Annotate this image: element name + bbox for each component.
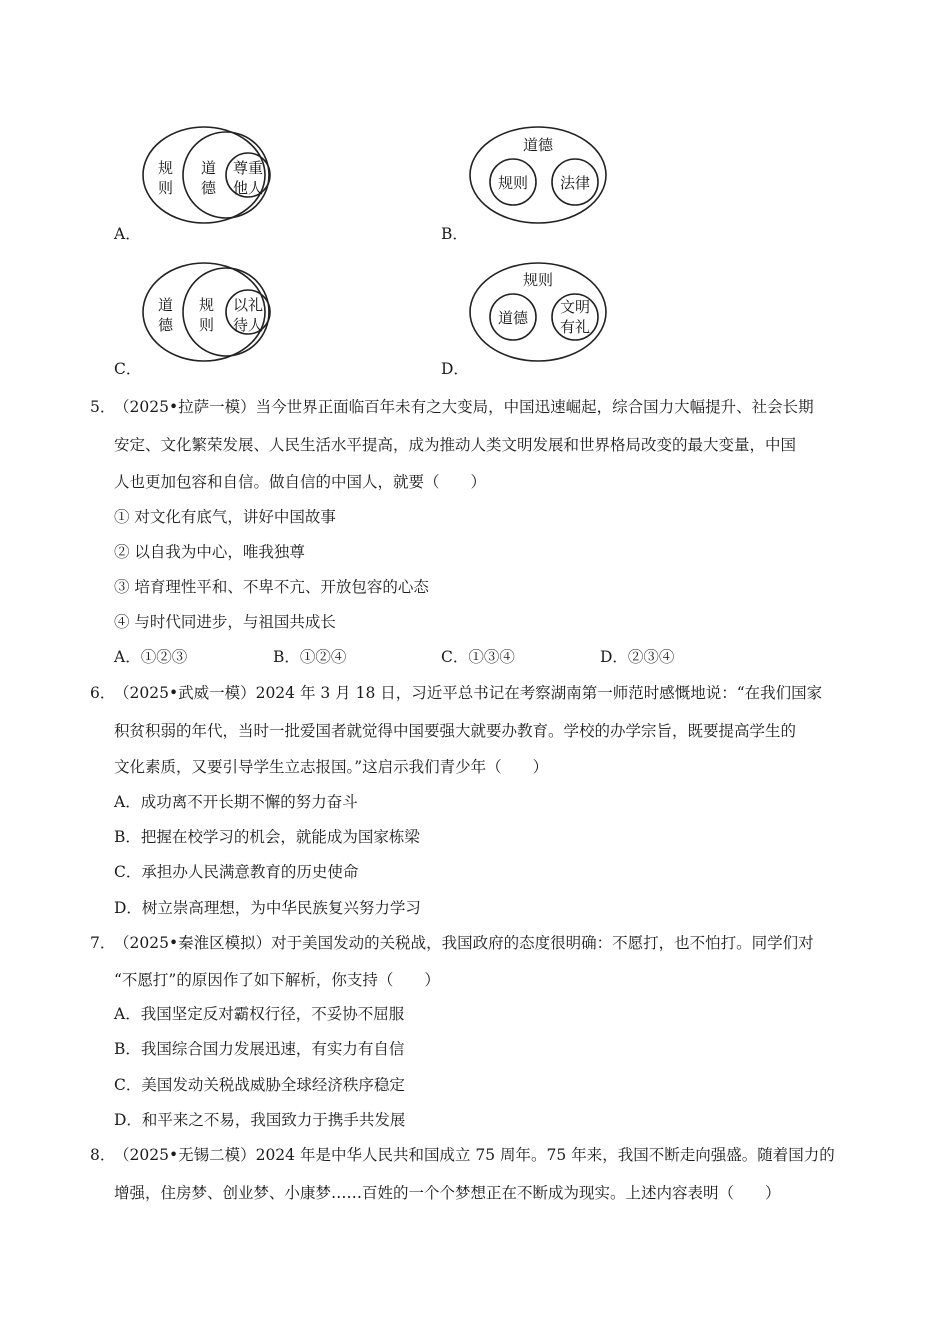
question-8-number: 8． xyxy=(90,1146,116,1164)
figure-c-inner-label-1: 以礼 xyxy=(233,296,264,314)
question-6-number: 6． xyxy=(90,684,116,702)
question-5-item-1: ① 对文化有底气，讲好中国故事 xyxy=(114,508,336,526)
figure-b-diagram xyxy=(466,123,611,228)
figure-c-label: C． xyxy=(114,360,142,378)
question-7-option-d: D．和平来之不易，我国致力于携手共发展 xyxy=(114,1111,406,1129)
figure-a-inner-label-1: 尊重 xyxy=(233,159,264,177)
question-6-option-d: D．树立崇高理想，为中华民族复兴努力学习 xyxy=(114,899,421,917)
figure-c-outer-label-2: 德 xyxy=(158,316,174,334)
figure-a-diagram xyxy=(140,123,275,228)
figure-a-inner-label-2: 他人 xyxy=(233,179,264,197)
question-5-line-2: 安定、文化繁荣发展、人民生活水平提高，成为推动人类文明发展和世界格局改变的最大变量，中国 xyxy=(114,436,797,454)
question-5-option-d: D．②③④ xyxy=(600,648,675,666)
figure-c-middle-label-2: 则 xyxy=(199,316,215,334)
question-7-line-2: “不愿打”的原因作了如下解析，你支持（ ） xyxy=(114,971,440,989)
figure-c-middle-label-1: 规 xyxy=(199,296,215,314)
figure-d-right-label-2: 有礼 xyxy=(560,318,591,336)
figure-a-label: A． xyxy=(114,225,141,243)
figure-d-right-label-1: 文明 xyxy=(560,298,591,316)
question-6-line-2: 积贫积弱的年代，当时一批爱国者就觉得中国要强大就要办教育。学校的办学宗旨，既要提高学生的 xyxy=(114,722,797,740)
question-6-line-1: （2025•武威一模）2024 年 3 月 18 日，习近平总书记在考察湖南第一师范时感慨地说：“在我们国家 xyxy=(114,684,823,702)
figure-b-right-label: 法律 xyxy=(560,174,591,192)
question-5-option-c: C．①③④ xyxy=(441,648,515,666)
figure-d-outer-label: 规则 xyxy=(523,271,554,289)
figure-b-label: B． xyxy=(441,225,468,243)
question-5-item-4: ④ 与时代同进步，与祖国共成长 xyxy=(114,613,336,631)
question-6-option-a: A．成功离不开长期不懈的努力奋斗 xyxy=(114,793,358,811)
figure-b-outer-label: 道德 xyxy=(523,136,554,154)
figure-c-outer-label-1: 道 xyxy=(158,296,174,314)
question-5-option-a: A．①②③ xyxy=(114,648,188,666)
question-7-line-1: （2025•秦淮区模拟）对于美国发动的关税战，我国政府的态度很明确：不愿打，也不怕打。同学们对 xyxy=(114,934,814,952)
question-6-option-b: B．把握在校学习的机会，就能成为国家栋梁 xyxy=(114,828,420,846)
figure-d-left-label: 道德 xyxy=(498,309,529,327)
question-6-line-3: 文化素质，又要引导学生立志报国。”这启示我们青少年（ ） xyxy=(114,758,549,776)
figure-d-diagram xyxy=(466,258,611,366)
question-5-line-3: 人也更加包容和自信。做自信的中国人，就要（ ） xyxy=(114,473,487,491)
question-7-option-c: C．美国发动关税战威胁全球经济秩序稳定 xyxy=(114,1076,405,1094)
question-7-option-b: B．我国综合国力发展迅速，有实力有自信 xyxy=(114,1040,405,1058)
question-5-item-2: ② 以自我为中心，唯我独尊 xyxy=(114,543,305,561)
question-5-option-b: B．①②④ xyxy=(273,648,347,666)
figure-c-inner-label-2: 待人 xyxy=(233,316,264,334)
question-5-item-3: ③ 培育理性平和、不卑不亢、开放包容的心态 xyxy=(114,578,429,596)
figure-a-outer-label-2: 则 xyxy=(158,179,174,197)
figure-a-outer-label-1: 规 xyxy=(158,159,174,177)
figure-c-diagram xyxy=(140,258,275,366)
question-6-option-c: C．承担办人民满意教育的历史使命 xyxy=(114,863,359,881)
figure-a-middle-label-1: 道 xyxy=(201,159,217,177)
question-5-number: 5． xyxy=(90,398,116,416)
question-7-option-a: A．我国坚定反对霸权行径，不妥协不屈服 xyxy=(114,1005,405,1023)
figure-d-label: D． xyxy=(441,360,469,378)
question-7-number: 7． xyxy=(90,934,116,952)
question-8-line-1: （2025•无锡二模）2024 年是中华人民共和国成立 75 周年。75 年来，我国不断走向强盛。随着国力的 xyxy=(114,1146,835,1164)
figure-b-left-label: 规则 xyxy=(498,174,529,192)
figure-a-middle-label-2: 德 xyxy=(201,179,217,197)
question-5-line-1: （2025•拉萨一模）当今世界正面临百年未有之大变局，中国迅速崛起，综合国力大幅提升、社会长期 xyxy=(114,398,814,416)
question-8-line-2: 增强，住房梦、创业梦、小康梦……百姓的一个个梦想正在不断成为现实。上述内容表明（ ） xyxy=(114,1184,781,1202)
